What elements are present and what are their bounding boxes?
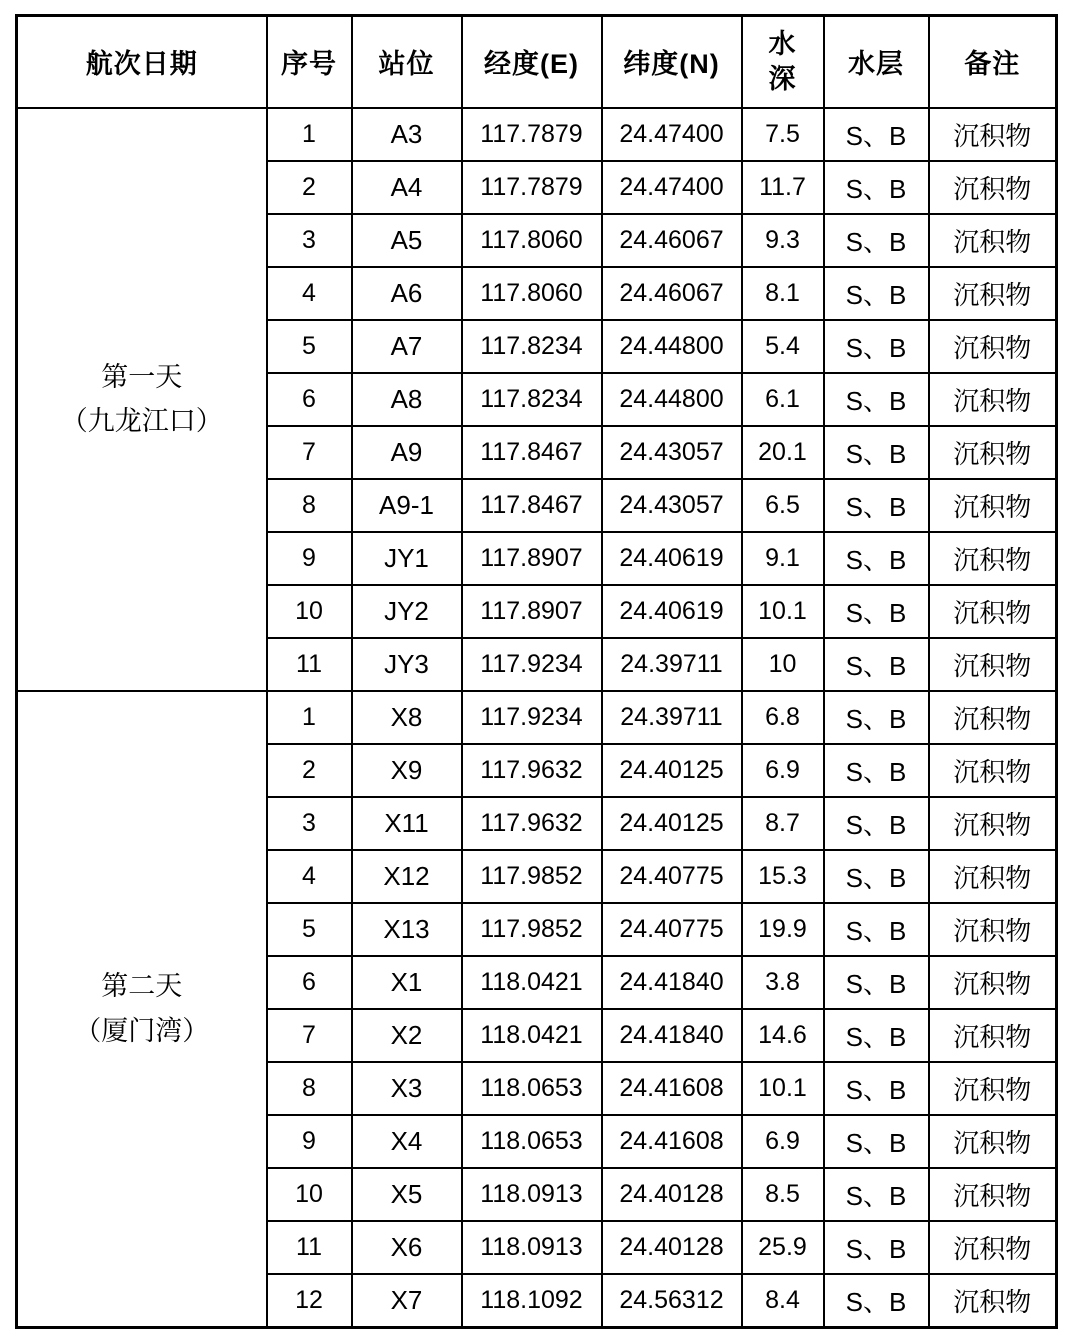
cell-longitude: 117.9852: [462, 903, 602, 956]
cell-depth: 6.9: [742, 744, 824, 797]
cell-longitude: 117.8234: [462, 373, 602, 426]
cell-longitude: 118.0421: [462, 1009, 602, 1062]
cell-depth: 14.6: [742, 1009, 824, 1062]
cell-station: A9-1: [352, 479, 462, 532]
cell-latitude: 24.41840: [602, 1009, 742, 1062]
cell-note: 沉积物: [929, 1115, 1057, 1168]
cell-latitude: 24.43057: [602, 479, 742, 532]
cell-seq: 6: [267, 956, 352, 1009]
cell-longitude: 117.8234: [462, 320, 602, 373]
cell-depth: 25.9: [742, 1221, 824, 1274]
header-note: 备注: [929, 16, 1057, 108]
cell-depth: 11.7: [742, 161, 824, 214]
cell-longitude: 118.0653: [462, 1115, 602, 1168]
cell-latitude: 24.44800: [602, 373, 742, 426]
cell-note: 沉积物: [929, 744, 1057, 797]
cell-seq: 8: [267, 1062, 352, 1115]
cell-latitude: 24.47400: [602, 108, 742, 161]
cell-seq: 5: [267, 320, 352, 373]
cell-depth: 6.5: [742, 479, 824, 532]
header-voyage-date: 航次日期: [17, 16, 267, 108]
cell-layer: S、B: [824, 214, 929, 267]
cell-latitude: 24.47400: [602, 161, 742, 214]
cell-longitude: 118.0653: [462, 1062, 602, 1115]
cell-station: X7: [352, 1274, 462, 1327]
cell-depth: 6.9: [742, 1115, 824, 1168]
header-station: 站位: [352, 16, 462, 108]
header-depth: [742, 16, 824, 108]
cell-layer: S、B: [824, 320, 929, 373]
cell-station: A5: [352, 214, 462, 267]
cell-longitude: 117.9632: [462, 744, 602, 797]
cell-depth: 9.3: [742, 214, 824, 267]
cell-station: X13: [352, 903, 462, 956]
cell-longitude: 117.7879: [462, 108, 602, 161]
cell-depth: 8.4: [742, 1274, 824, 1327]
cell-layer: S、B: [824, 108, 929, 161]
cell-note: 沉积物: [929, 1274, 1057, 1327]
cell-station: X9: [352, 744, 462, 797]
group-label-1: [17, 108, 267, 691]
cell-longitude: 117.7879: [462, 161, 602, 214]
cell-seq: 9: [267, 1115, 352, 1168]
header-seq: 序号: [267, 16, 352, 108]
cell-longitude: 117.9234: [462, 638, 602, 691]
cell-longitude: 117.9852: [462, 850, 602, 903]
cell-latitude: 24.40775: [602, 850, 742, 903]
cell-longitude: 117.8467: [462, 479, 602, 532]
cell-latitude: 24.41608: [602, 1115, 742, 1168]
cell-latitude: 24.43057: [602, 426, 742, 479]
cell-station: JY2: [352, 585, 462, 638]
cell-station: X12: [352, 850, 462, 903]
cell-longitude: 117.8467: [462, 426, 602, 479]
cell-layer: S、B: [824, 161, 929, 214]
cell-depth: 10.1: [742, 1062, 824, 1115]
header-depth-label: 水深: [768, 28, 797, 94]
cell-seq: 10: [267, 585, 352, 638]
cell-note: 沉积物: [929, 1009, 1057, 1062]
cell-seq: 2: [267, 744, 352, 797]
cell-note: 沉积物: [929, 956, 1057, 1009]
group-label-2: [17, 691, 267, 1328]
cell-layer: S、B: [824, 585, 929, 638]
cell-longitude: 117.8907: [462, 532, 602, 585]
cell-latitude: 24.40619: [602, 585, 742, 638]
cell-depth: 9.1: [742, 532, 824, 585]
cell-seq: 1: [267, 691, 352, 744]
group-label-line: 第一天: [101, 361, 183, 392]
header-layer: 水层: [824, 16, 929, 108]
cell-seq: 3: [267, 214, 352, 267]
cell-note: 沉积物: [929, 797, 1057, 850]
cell-station: X4: [352, 1115, 462, 1168]
cell-station: X6: [352, 1221, 462, 1274]
table-body: [17, 108, 1057, 1328]
cell-note: 沉积物: [929, 1062, 1057, 1115]
cell-depth: 6.8: [742, 691, 824, 744]
cell-layer: S、B: [824, 1009, 929, 1062]
cell-station: X8: [352, 691, 462, 744]
cell-seq: 4: [267, 267, 352, 320]
cell-latitude: 24.56312: [602, 1274, 742, 1327]
group-label-line: （厦门湾）: [74, 1015, 210, 1046]
cell-latitude: 24.40128: [602, 1221, 742, 1274]
cell-station: A7: [352, 320, 462, 373]
cell-note: 沉积物: [929, 638, 1057, 691]
cell-layer: S、B: [824, 1062, 929, 1115]
cell-latitude: 24.40125: [602, 797, 742, 850]
group-label-line: （九龙江口）: [60, 406, 223, 437]
cell-station: X3: [352, 1062, 462, 1115]
cell-longitude: 117.8907: [462, 585, 602, 638]
cell-latitude: 24.39711: [602, 691, 742, 744]
cell-layer: S、B: [824, 426, 929, 479]
cell-seq: 12: [267, 1274, 352, 1327]
cell-depth: 6.1: [742, 373, 824, 426]
cell-layer: S、B: [824, 956, 929, 1009]
cell-layer: S、B: [824, 1168, 929, 1221]
cell-seq: 11: [267, 1221, 352, 1274]
cell-latitude: 24.41608: [602, 1062, 742, 1115]
cell-longitude: 117.9632: [462, 797, 602, 850]
cell-depth: 15.3: [742, 850, 824, 903]
cell-seq: 6: [267, 373, 352, 426]
cell-note: 沉积物: [929, 479, 1057, 532]
cell-longitude: 117.8060: [462, 214, 602, 267]
cell-note: 沉积物: [929, 426, 1057, 479]
cell-layer: S、B: [824, 267, 929, 320]
cell-layer: S、B: [824, 532, 929, 585]
cell-depth: 19.9: [742, 903, 824, 956]
cell-layer: S、B: [824, 479, 929, 532]
cell-note: 沉积物: [929, 1168, 1057, 1221]
cell-seq: 3: [267, 797, 352, 850]
cell-station: A6: [352, 267, 462, 320]
cell-station: A3: [352, 108, 462, 161]
cell-seq: 1: [267, 108, 352, 161]
cell-station: A4: [352, 161, 462, 214]
cell-station: X1: [352, 956, 462, 1009]
cell-note: 沉积物: [929, 373, 1057, 426]
cell-seq: 10: [267, 1168, 352, 1221]
cell-latitude: 24.46067: [602, 267, 742, 320]
cell-seq: 11: [267, 638, 352, 691]
station-table: [15, 14, 1058, 1329]
cell-depth: 8.1: [742, 267, 824, 320]
cell-depth: 5.4: [742, 320, 824, 373]
cell-station: JY1: [352, 532, 462, 585]
cell-layer: S、B: [824, 744, 929, 797]
header-longitude: 经度(E): [462, 16, 602, 108]
cell-layer: S、B: [824, 1115, 929, 1168]
cell-layer: S、B: [824, 903, 929, 956]
cell-layer: S、B: [824, 1221, 929, 1274]
cell-latitude: 24.39711: [602, 638, 742, 691]
cell-seq: 9: [267, 532, 352, 585]
table-row: [17, 691, 1057, 744]
cell-latitude: 24.41840: [602, 956, 742, 1009]
cell-seq: 8: [267, 479, 352, 532]
cell-depth: 10: [742, 638, 824, 691]
cell-layer: S、B: [824, 373, 929, 426]
cell-note: 沉积物: [929, 585, 1057, 638]
cell-station: X5: [352, 1168, 462, 1221]
cell-station: X11: [352, 797, 462, 850]
cell-longitude: 118.0913: [462, 1221, 602, 1274]
cell-note: 沉积物: [929, 108, 1057, 161]
cell-depth: 8.7: [742, 797, 824, 850]
cell-longitude: 118.0421: [462, 956, 602, 1009]
cell-depth: 20.1: [742, 426, 824, 479]
cell-station: JY3: [352, 638, 462, 691]
cell-note: 沉积物: [929, 532, 1057, 585]
cell-layer: S、B: [824, 1274, 929, 1327]
header-latitude: 纬度(N): [602, 16, 742, 108]
cell-longitude: 117.8060: [462, 267, 602, 320]
cell-note: 沉积物: [929, 214, 1057, 267]
cell-note: 沉积物: [929, 320, 1057, 373]
cell-layer: S、B: [824, 691, 929, 744]
cell-seq: 7: [267, 426, 352, 479]
table-row: [17, 108, 1057, 161]
cell-seq: 2: [267, 161, 352, 214]
cell-station: A9: [352, 426, 462, 479]
cell-station: A8: [352, 373, 462, 426]
cell-longitude: 118.0913: [462, 1168, 602, 1221]
cell-note: 沉积物: [929, 1221, 1057, 1274]
cell-layer: S、B: [824, 638, 929, 691]
cell-latitude: 24.44800: [602, 320, 742, 373]
cell-depth: 10.1: [742, 585, 824, 638]
cell-latitude: 24.40128: [602, 1168, 742, 1221]
cell-latitude: 24.46067: [602, 214, 742, 267]
cell-note: 沉积物: [929, 267, 1057, 320]
cell-note: 沉积物: [929, 903, 1057, 956]
cell-depth: 7.5: [742, 108, 824, 161]
cell-seq: 5: [267, 903, 352, 956]
cell-note: 沉积物: [929, 161, 1057, 214]
cell-layer: S、B: [824, 850, 929, 903]
cell-depth: 3.8: [742, 956, 824, 1009]
header-row: [17, 16, 1057, 108]
cell-longitude: 118.1092: [462, 1274, 602, 1327]
cell-seq: 7: [267, 1009, 352, 1062]
cell-depth: 8.5: [742, 1168, 824, 1221]
cell-note: 沉积物: [929, 850, 1057, 903]
group-label-line: 第二天: [101, 971, 183, 1002]
cell-layer: S、B: [824, 797, 929, 850]
cell-latitude: 24.40619: [602, 532, 742, 585]
cell-seq: 4: [267, 850, 352, 903]
cell-station: X2: [352, 1009, 462, 1062]
cell-longitude: 117.9234: [462, 691, 602, 744]
cell-latitude: 24.40775: [602, 903, 742, 956]
cell-note: 沉积物: [929, 691, 1057, 744]
cell-latitude: 24.40125: [602, 744, 742, 797]
